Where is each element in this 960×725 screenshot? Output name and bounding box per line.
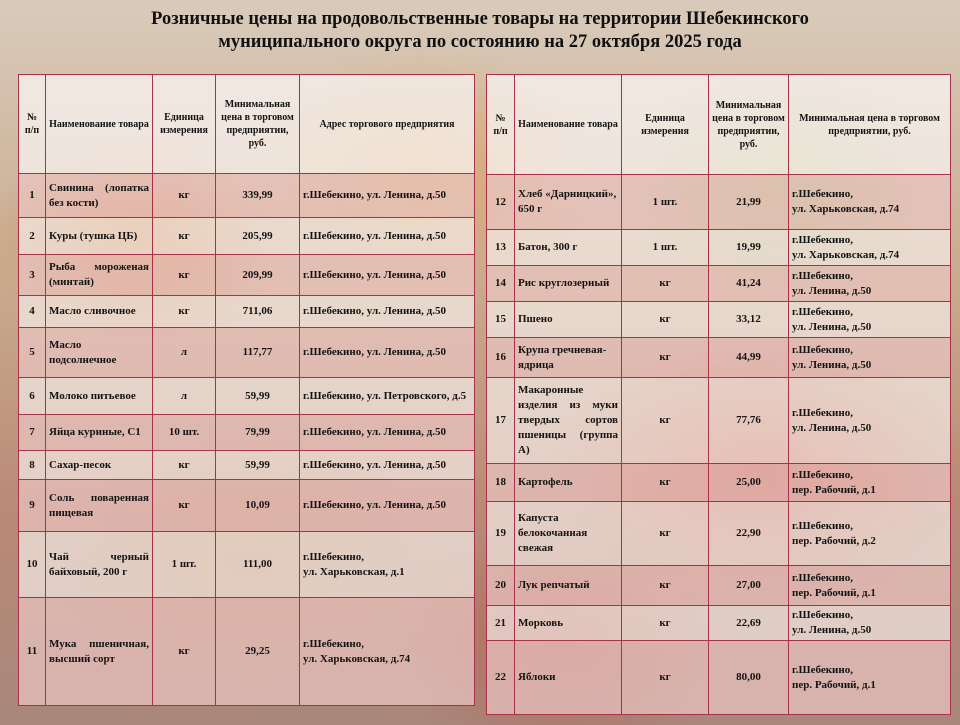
header-unit: Единица измерения [153, 75, 216, 174]
row-num: 12 [487, 175, 515, 230]
row-name: Масло сливочное [46, 296, 153, 328]
address-line-1: г.Шебекино, [792, 468, 853, 481]
table-row [19, 296, 475, 328]
row-address [300, 532, 475, 598]
row-name: Яйца куриные, С1 [46, 415, 153, 451]
row-address: г.Шебекино, ул. Ленина, д.50 [300, 174, 475, 218]
row-address [789, 266, 951, 302]
row-unit: кг [153, 480, 216, 532]
table-header-row [19, 75, 475, 174]
row-num: 13 [487, 230, 515, 266]
row-num: 14 [487, 266, 515, 302]
row-address [789, 302, 951, 338]
address-line-2: ул. Харьковская, д.74 [792, 203, 900, 215]
address-line-2: ул. Харьковская, д.74 [792, 248, 900, 261]
row-num: 2 [19, 218, 46, 255]
address-line-2: ул. Ленина, д.50 [792, 358, 872, 371]
header-num: № п/п [19, 75, 46, 174]
row-num: 1 [19, 174, 46, 218]
left-price-table [18, 74, 475, 706]
address-line-1: г.Шебекино, [792, 571, 853, 584]
address-line-1: г.Шебекино, [792, 305, 853, 318]
row-address [789, 230, 951, 266]
row-unit: кг [622, 338, 709, 378]
header-name: Наименование товара [515, 75, 622, 175]
row-num: 6 [19, 378, 46, 415]
row-unit: кг [622, 641, 709, 715]
table-row [487, 502, 951, 566]
address-line-1: г.Шебекино, [792, 663, 853, 676]
row-price: 339,99 [216, 174, 300, 218]
row-num: 16 [487, 338, 515, 378]
header-price: Минимальная цена в торговом предприятии, руб. [216, 75, 300, 174]
page-title [0, 8, 960, 54]
address-line-2: пер. Рабочий, д.1 [792, 483, 876, 496]
row-name: Батон, 300 г [515, 230, 622, 266]
row-address: г.Шебекино, ул. Ленина, д.50 [300, 328, 475, 378]
row-address [789, 606, 951, 641]
address-line-2: ул. Харьковская, д.1 [303, 565, 405, 578]
table-row [19, 415, 475, 451]
row-address: г.Шебекино, ул. Ленина, д.50 [300, 451, 475, 480]
table-row [19, 174, 475, 218]
row-name: Рыба мороженая (минтай) [46, 255, 153, 296]
address-line-2: пер. Рабочий, д.1 [792, 678, 876, 691]
row-unit: кг [153, 255, 216, 296]
table-row [19, 532, 475, 598]
row-num: 22 [487, 641, 515, 715]
header-name: Наименование товара [46, 75, 153, 174]
address-line-2: пер. Рабочий, д.1 [792, 586, 876, 599]
row-name: Свинина (лопатка без кости) [46, 174, 153, 218]
row-num: 17 [487, 378, 515, 464]
row-price: 111,00 [216, 532, 300, 598]
row-num: 15 [487, 302, 515, 338]
row-price: 27,00 [709, 566, 789, 606]
row-price: 22,90 [709, 502, 789, 566]
row-num: 7 [19, 415, 46, 451]
address-line-2: пер. Рабочий, д.2 [792, 534, 876, 547]
header-num: № п/п [487, 75, 515, 175]
row-price: 10,09 [216, 480, 300, 532]
row-address [789, 502, 951, 566]
row-name: Крупа гречневая-ядрица [515, 338, 622, 378]
row-name: Куры (тушка ЦБ) [46, 218, 153, 255]
row-price: 44,99 [709, 338, 789, 378]
row-name: Капуста белокочанная свежая [515, 502, 622, 566]
right-price-table [486, 74, 951, 715]
row-num: 10 [19, 532, 46, 598]
row-address [789, 378, 951, 464]
row-num: 20 [487, 566, 515, 606]
row-unit: кг [622, 566, 709, 606]
row-unit: кг [153, 598, 216, 706]
row-price: 21,99 [709, 175, 789, 230]
row-address: г.Шебекино, ул. Ленина, д.50 [300, 255, 475, 296]
address-line-2: ул. Ленина, д.50 [792, 421, 872, 434]
table-row [19, 378, 475, 415]
row-price: 711,06 [216, 296, 300, 328]
row-price: 209,99 [216, 255, 300, 296]
row-address [789, 175, 951, 230]
table-row [19, 328, 475, 378]
table-row [487, 302, 951, 338]
row-unit: 10 шт. [153, 415, 216, 451]
row-price: 59,99 [216, 451, 300, 480]
address-line-2: ул. Харьковская, д.74 [303, 652, 411, 665]
table-row [19, 480, 475, 532]
address-line-1: г.Шебекино, [303, 550, 364, 563]
row-unit: кг [153, 296, 216, 328]
row-num: 4 [19, 296, 46, 328]
row-name: Макаронные изделия из муки твердых сортов пшеницы (группа А) [515, 378, 622, 464]
row-address: г.Шебекино, ул. Ленина, д.50 [300, 480, 475, 532]
row-name: Соль поваренная пищевая [46, 480, 153, 532]
table-row [19, 598, 475, 706]
row-price: 29,25 [216, 598, 300, 706]
row-name: Сахар-песок [46, 451, 153, 480]
row-price: 205,99 [216, 218, 300, 255]
row-price: 79,99 [216, 415, 300, 451]
row-num: 9 [19, 480, 46, 532]
table-row [487, 464, 951, 502]
row-price: 41,24 [709, 266, 789, 302]
table-row [487, 338, 951, 378]
row-price: 19,99 [709, 230, 789, 266]
table-row [487, 230, 951, 266]
row-name: Морковь [515, 606, 622, 641]
title-line-1: Розничные цены на продовольственные товары на территории Шебекинского [151, 9, 809, 29]
row-name: Лук репчатый [515, 566, 622, 606]
row-unit: кг [622, 464, 709, 502]
row-unit: кг [622, 606, 709, 641]
row-price: 22,69 [709, 606, 789, 641]
title-line-2: муниципального округа по состоянию на 27 октября 2025 года [218, 32, 742, 52]
row-num: 21 [487, 606, 515, 641]
row-unit: кг [622, 266, 709, 302]
row-unit: кг [153, 218, 216, 255]
table-row [487, 175, 951, 230]
row-unit: кг [622, 502, 709, 566]
address-line-2: ул. Ленина, д.50 [792, 624, 872, 636]
row-address [789, 641, 951, 715]
header-address: Адрес торгового предприятия [300, 75, 475, 174]
row-name: Мука пшеничная, высший сорт [46, 598, 153, 706]
address-line-1: г.Шебекино, [792, 406, 853, 419]
row-address: г.Шебекино, ул. Петровского, д.5 [300, 378, 475, 415]
row-unit: л [153, 328, 216, 378]
header-address: Минимальная цена в торговом предприятии, руб. [789, 75, 951, 175]
table-row [19, 255, 475, 296]
row-num: 5 [19, 328, 46, 378]
table-row [487, 641, 951, 715]
row-name: Рис круглозерный [515, 266, 622, 302]
address-line-1: г.Шебекино, [792, 269, 853, 282]
table-row [487, 566, 951, 606]
row-unit: л [153, 378, 216, 415]
row-name: Хлеб «Дарницкий», 650 г [515, 175, 622, 230]
row-name: Масло подсолнечное [46, 328, 153, 378]
row-name: Яблоки [515, 641, 622, 715]
row-name: Чай черный байховый, 200 г [46, 532, 153, 598]
row-unit: кг [622, 378, 709, 464]
address-line-2: ул. Ленина, д.50 [792, 320, 872, 333]
row-unit: 1 шт. [622, 230, 709, 266]
table-row [19, 218, 475, 255]
row-address: г.Шебекино, ул. Ленина, д.50 [300, 218, 475, 255]
row-unit: кг [153, 174, 216, 218]
row-num: 19 [487, 502, 515, 566]
row-address [789, 464, 951, 502]
row-name: Картофель [515, 464, 622, 502]
row-unit: 1 шт. [622, 175, 709, 230]
row-address: г.Шебекино, ул. Ленина, д.50 [300, 296, 475, 328]
address-line-1: г.Шебекино, [792, 188, 853, 200]
row-price: 80,00 [709, 641, 789, 715]
row-price: 77,76 [709, 378, 789, 464]
address-line-1: г.Шебекино, [303, 637, 364, 650]
row-name: Молоко питьевое [46, 378, 153, 415]
table-row [487, 606, 951, 641]
row-unit: кг [622, 302, 709, 338]
address-line-1: г.Шебекино, [792, 609, 853, 621]
row-address [789, 338, 951, 378]
row-price: 33,12 [709, 302, 789, 338]
address-line-1: г.Шебекино, [792, 343, 853, 356]
row-name: Пшено [515, 302, 622, 338]
row-address [789, 566, 951, 606]
table-row [487, 266, 951, 302]
header-unit: Единица измерения [622, 75, 709, 175]
row-price: 117,77 [216, 328, 300, 378]
address-line-1: г.Шебекино, [792, 233, 853, 246]
row-address [300, 598, 475, 706]
table-row [19, 451, 475, 480]
row-price: 59,99 [216, 378, 300, 415]
row-num: 18 [487, 464, 515, 502]
table-row [487, 378, 951, 464]
row-unit: 1 шт. [153, 532, 216, 598]
table-header-row [487, 75, 951, 175]
row-unit: кг [153, 451, 216, 480]
row-num: 3 [19, 255, 46, 296]
address-line-2: ул. Ленина, д.50 [792, 284, 872, 297]
address-line-1: г.Шебекино, [792, 519, 853, 532]
row-price: 25,00 [709, 464, 789, 502]
header-price: Минимальная цена в торговом предприятии, руб. [709, 75, 789, 175]
row-num: 11 [19, 598, 46, 706]
row-address: г.Шебекино, ул. Ленина, д.50 [300, 415, 475, 451]
row-num: 8 [19, 451, 46, 480]
